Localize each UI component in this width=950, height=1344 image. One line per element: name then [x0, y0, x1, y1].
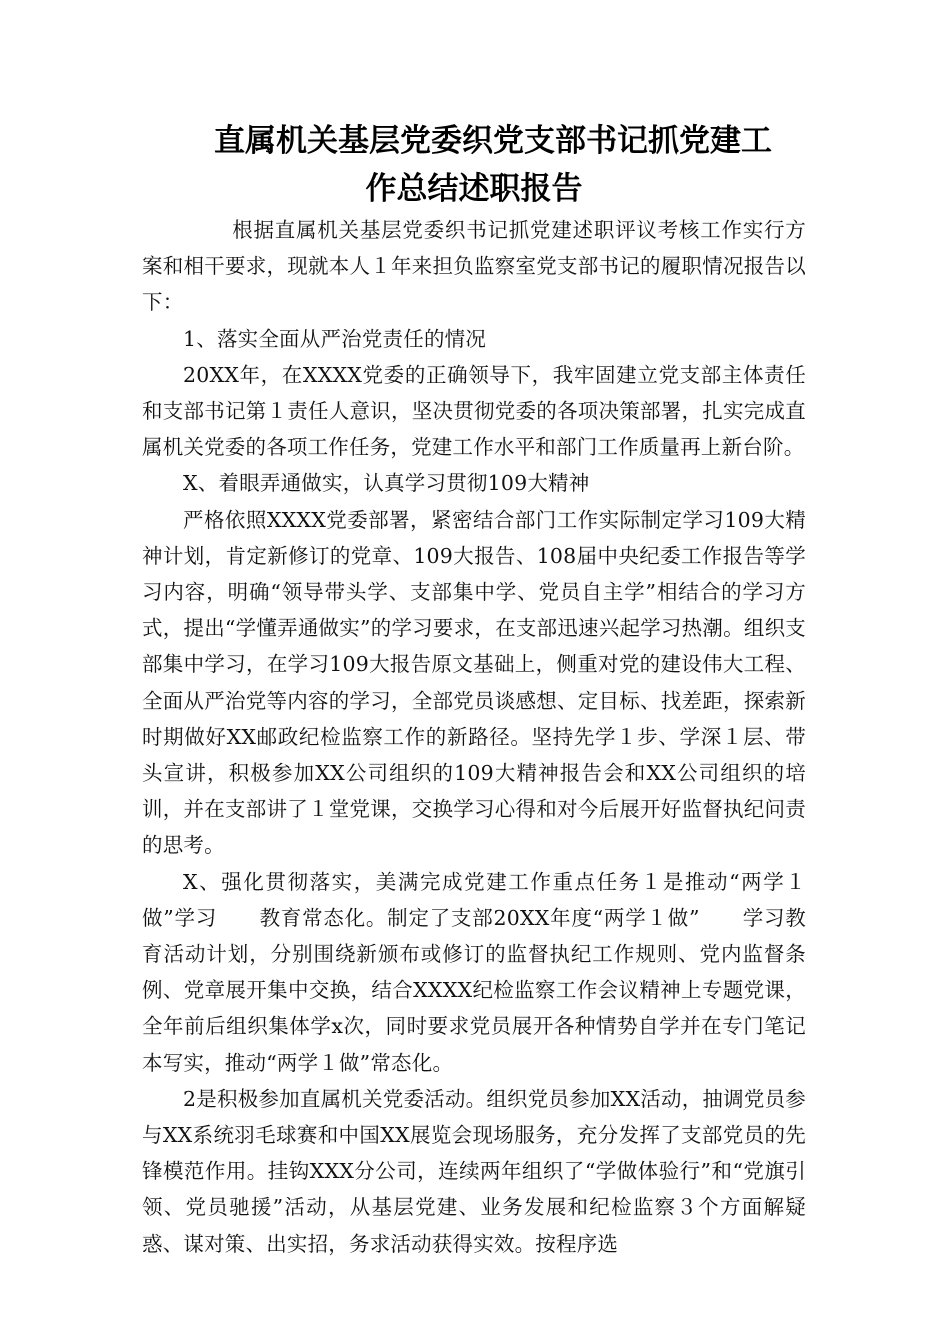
- section-heading-2: X、着眼弄通做实，认真学习贯彻109大精神: [183, 471, 590, 496]
- document-title-line-2: 作总结述职报告: [365, 171, 583, 207]
- document-title-line-1: 直属机关基层党委织党支部书记抓党建工: [214, 123, 772, 159]
- body-paragraph: 20XX年，在XXXX党委的正确领导下，我牢固建立党支部主体责任和支部书记第１责任人意识，坚决贯彻党委的各项决策部署，扎实完成直属机关党委的各项工作任务，党建工作水平和部门工作质量再上新台阶。: [142, 362, 806, 460]
- body-paragraph: X、强化贯彻落实，美满完成党建工作重点任务１是推动“两学１做”学习 教育常态化。制定了支部20XX年度“两学１做” 学习教育活动计划，分别围绕新颁布或修订的监督执纪工作规则、党内监督条例、党章展开集中交换，结合XXXX纪检监察工作会议精神上专题党课，全年前后组织集体学x次，同时要求党员展开各种情势自学并在专门笔记本写实，推动“两学１做”常态化。: [142, 869, 806, 1075]
- body-paragraph: 2是积极参加直属机关党委活动。组织党员参加XX活动，抽调党员参与XX系统羽毛球赛和中国XX展览会现场服务，充分发挥了支部党员的先锋模范作用。挂钩XXX分公司，连续两年组织了“学做体验行”和“党旗引领、党员驰援”活动，从基层党建、业务发展和纪检监察３个方面解疑惑、谋对策、出实招，务求活动获得实效。按程序选: [142, 1086, 806, 1256]
- section-heading-1: 1、落实全面从严治党责任的情况: [183, 326, 487, 351]
- intro-paragraph: 根据直属机关基层党委织书记抓党建述职评议考核工作实行方案和相干要求，现就本人１年来担负监察室党支部书记的履职情况报告以下：: [142, 218, 806, 315]
- body-paragraph: 严格依照XXXX党委部署，紧密结合部门工作实际制定学习109大精神计划，肯定新修订的党章、109大报告、108届中央纪委工作报告等学习内容，明确“领导带头学、支部集中学、党员自主学”相结合的学习方式，提出“学懂弄通做实”的学习要求，在支部迅速兴起学习热潮。组织支部集中学习，在学习109大报告原文基础上，侧重对党的建设伟大工程、全面从严治党等内容的学习，全部党员谈感想、定目标、找差距，探索新时期做好XX邮政纪检监察工作的新路径。坚持先学１步、学深１层、带头宣讲，积极参加XX公司组织的109大精神报告会和XX公司组织的培训，并在支部讲了１堂党课，交换学习心得和对今后展开好监督执纪问责的思考。: [142, 507, 806, 858]
- document-body: [142, 212, 806, 1262]
